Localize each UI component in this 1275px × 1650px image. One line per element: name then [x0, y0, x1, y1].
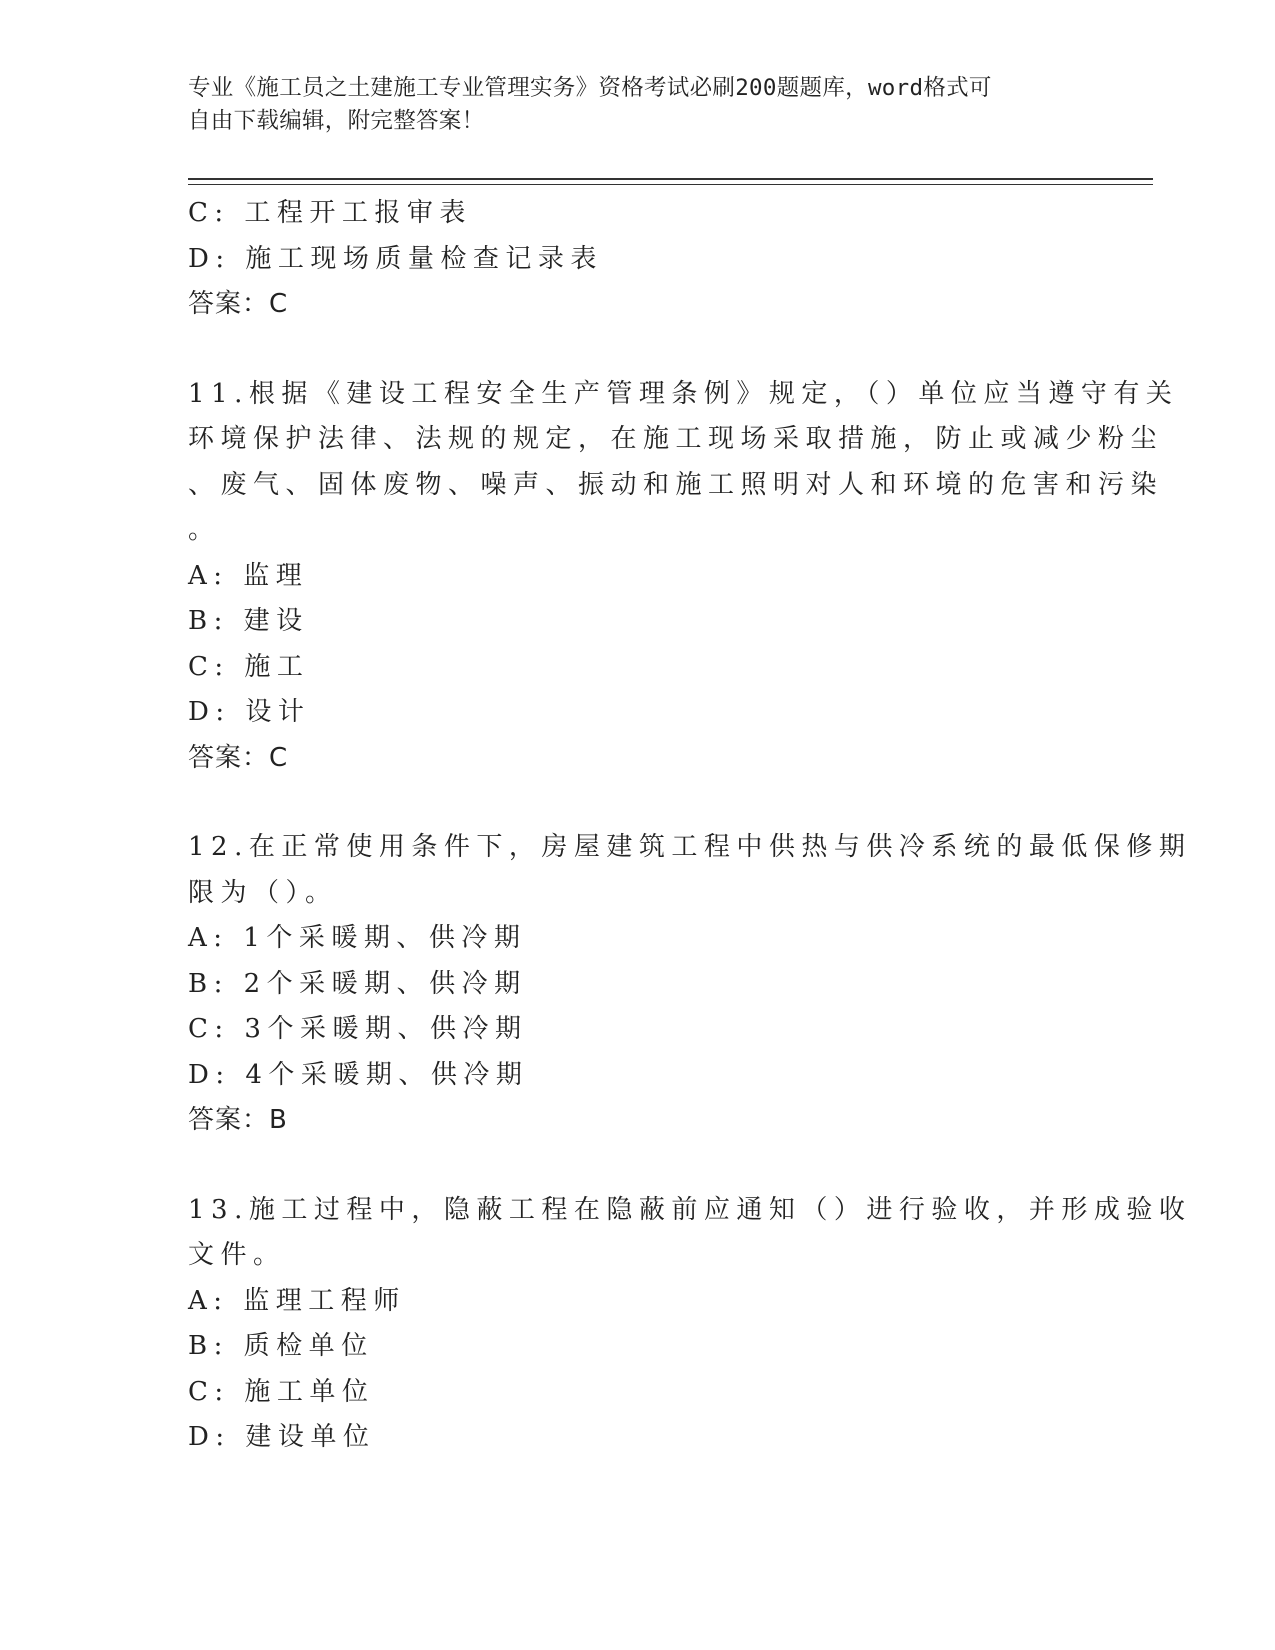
question-stem-line: 。: [188, 515, 221, 545]
question-stem-line: 、废气、固体废物、噪声、振动和施工照明对人和环境的危害和污染: [188, 469, 1164, 500]
header-divider-thin: [188, 184, 1153, 185]
answer-label: 答案：C: [188, 289, 289, 319]
question-10-tail: [188, 191, 1088, 328]
header-divider-thick: [188, 178, 1153, 180]
option-b: B: 建设: [188, 606, 309, 636]
option-b: B: 2个采暖期、供冷期: [188, 968, 527, 999]
header-line-2: 自由下载编辑，附完整答案！: [188, 108, 485, 134]
option-a: A: 监理工程师: [188, 1285, 406, 1316]
answer-label: 答案：C: [188, 742, 289, 773]
question-stem-line: 13.施工过程中，隐蔽工程在隐蔽前应通知（）进行验收，并形成验收: [188, 1194, 1192, 1225]
answer-label: 答案：B: [188, 1105, 288, 1135]
option-c: C: 施工单位: [188, 1376, 375, 1407]
option-a: A: 监理: [188, 560, 309, 591]
question-12: [188, 825, 1192, 1144]
option-c: C: 工程开工报审表: [188, 198, 472, 228]
option-b: B: 质检单位: [188, 1331, 374, 1361]
question-stem-line: 环境保护法律、法规的规定，在施工现场采取措施，防止或减少粉尘: [188, 424, 1164, 454]
option-d: D: 4个采暖期、供冷期: [188, 1059, 529, 1090]
header-line-1: 专业《施工员之土建施工专业管理实务》资格考试必刷200题题库，word格式可: [188, 75, 992, 101]
option-c: C: 3个采暖期、供冷期: [188, 1014, 528, 1044]
question-stem-line: 文件。: [188, 1240, 286, 1270]
option-d: D: 建设单位: [188, 1422, 376, 1452]
option-a: A: 1个采暖期、供冷期: [188, 923, 527, 953]
question-11: [188, 372, 1179, 782]
question-list: [188, 191, 1192, 1461]
question-stem-line: 12.在正常使用条件下，房屋建筑工程中供热与供冷系统的最低保修期: [188, 832, 1192, 862]
question-stem-line: 限为（）。: [188, 877, 338, 908]
question-stem-line: 11.根据《建设工程安全生产管理条例》规定，（）单位应当遵守有关: [188, 378, 1179, 409]
option-d: D: 施工现场质量检查记录表: [188, 243, 603, 274]
question-13: [188, 1188, 1192, 1461]
option-d: D: 设计: [188, 697, 311, 727]
option-c: C: 施工: [188, 651, 310, 682]
document-header: [188, 72, 1068, 138]
